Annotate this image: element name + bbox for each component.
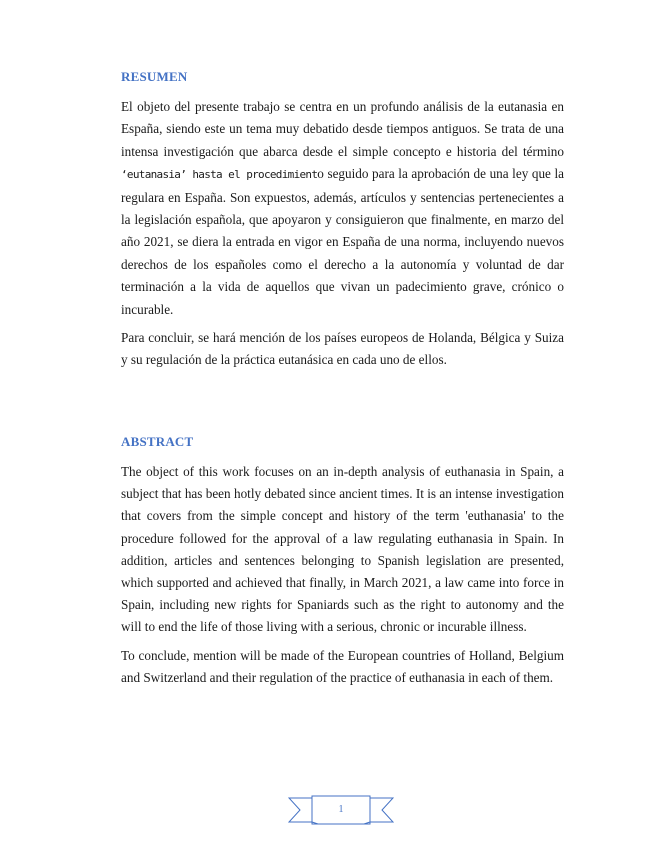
resumen-paragraph-2: Para concluir, se hará mención de los países europeos de Holanda, Bélgica y Suiza y su regulación de la práctica eutanásica en cada uno de ellos. bbox=[121, 330, 564, 368]
page-number: 1 bbox=[338, 804, 344, 815]
page-footer bbox=[288, 795, 394, 825]
resumen-term-highlight: ‘eutanasia’ hasta el procedimient bbox=[121, 168, 318, 182]
abstract-heading: ABSTRACT bbox=[121, 434, 194, 449]
resumen-paragraph-1-end: o seguido para la aprobación de una ley que la regulara en España. Son expuestos, además, artículos y sentencias pertenecientes a la legislación española, que apoyaron y consiguieron que finalmente, en marzo del año 2021, se diera la entrada en vigor en España de una norma, incluyendo nuevos derechos de los españoles como el derecho a la autonomía y voluntad de dar terminación a la vida de aquellos que vivan un padecimiento grave, crónico o incurable. bbox=[121, 166, 564, 317]
resumen-section bbox=[121, 68, 564, 378]
resumen-paragraph-1-start: El objeto del presente trabajo se centra en un profundo análisis de la eutanasia en España, siendo este un tema muy debatido desde tiempos antiguos. Se trata de una intensa investigación que abarca desde el simple concepto e historia del término bbox=[121, 99, 564, 159]
abstract-paragraph-2: To conclude, mention will be made of the European countries of Holland, Belgium and Switzerland and their regulation of the practice of euthanasia in each of them. bbox=[121, 647, 564, 685]
resumen-paragraph-1 bbox=[121, 96, 564, 321]
abstract-paragraph-1: The object of this work focuses on an in-depth analysis of euthanasia in Spain, a subject that has been hotly debated since ancient times. It is an intense investigation that covers from the simple concept and history of the term 'euthanasia' to the procedure followed for the approval of a law regulating euthanasia in Spain. In addition, articles and sentences belonging to Spanish legislation are presented, which supported and achieved that finally, in March 2021, a law came into force in Spain, including new rights for Spaniards such as the right to autonomy and the will to end the life of those living with a serious, chronic or incurable illness. bbox=[121, 464, 564, 635]
resumen-heading: RESUMEN bbox=[121, 69, 188, 84]
abstract-section bbox=[121, 433, 564, 695]
